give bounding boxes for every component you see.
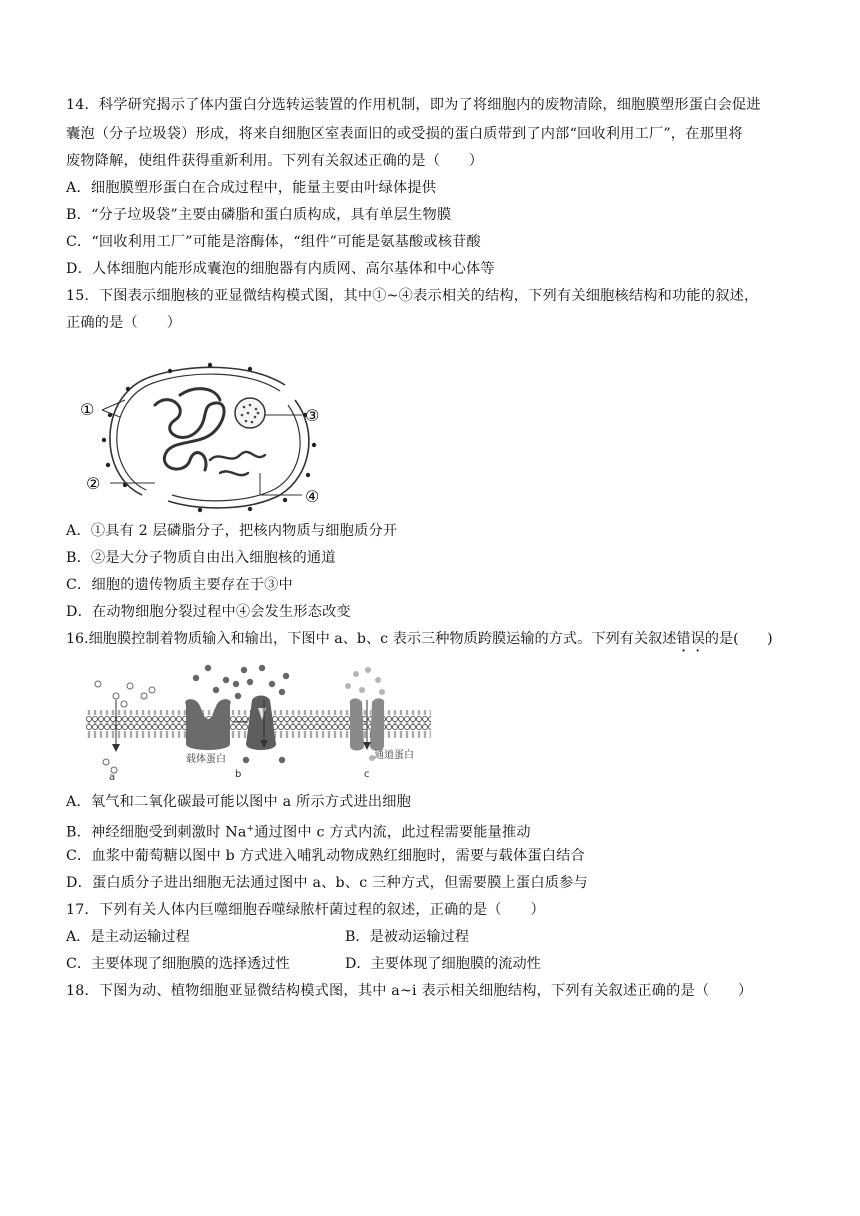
q14-option-b: B．“分子垃圾袋”主要由磷脂和蛋白质构成，具有单层生物膜 <box>66 207 452 223</box>
nucleus-diagram <box>80 355 340 515</box>
q16-stem-emphasis-2: 误 <box>690 631 705 647</box>
channel-protein-label: 通道蛋白 <box>374 750 414 761</box>
nucleus-label-2: ② <box>86 474 101 493</box>
q14-option-a: A．细胞膜塑形蛋白在合成过程中，能量主要由叶绿体提供 <box>66 180 437 196</box>
q16-option-a: A．氧气和二氧化碳最可能以图中 a 所示方式进出细胞 <box>66 794 412 810</box>
membrane-transport-diagram <box>86 660 431 785</box>
q17-stem: 17．下列有关人体内巨噬细胞吞噬绿脓杆菌过程的叙述，正确的是（ ） <box>66 902 545 918</box>
q14-option-d: D．人体细胞内能形成囊泡的细胞器有内质网、高尔基体和中心体等 <box>66 261 495 277</box>
nucleus-label-1: ① <box>80 400 95 419</box>
q15-stem-line1: 15．下图表示细胞核的亚显微结构模式图，其中①~④表示相关的结构，下列有关细胞核结构和功能的叙述， <box>66 288 759 304</box>
q18-stem: 18．下图为动、植物细胞亚显微结构模式图，其中 a~i 表示相关细胞结构，下列有关叙述正确的是（ ） <box>66 983 753 999</box>
q16-option-b <box>66 819 531 843</box>
q17-option-c: C．主要体现了细胞膜的选择透过性 <box>66 956 290 972</box>
q16-option-b-post: 通过图中 c 方式内流，此过程需要能量推动 <box>254 824 531 841</box>
q16-stem-post: 的是( ) <box>704 631 773 647</box>
mode-b-label: b <box>235 769 242 780</box>
q15-option-c: C．细胞的遗传物质主要存在于③中 <box>66 577 293 593</box>
q14-stem-line2: 囊泡（分子垃圾袋）形成，将来自细胞区室表面旧的或受损的蛋白质带到了内部“回收利用工厂”，在那里将 <box>66 126 743 142</box>
q14-stem-line3: 废物降解，使组件获得重新利用。下列有关叙述正确的是（ ） <box>66 153 484 169</box>
q17-option-a: A．是主动运输过程 <box>66 929 190 945</box>
mode-c-label: c <box>364 769 370 780</box>
q15-option-d: D．在动物细胞分裂过程中④会发生形态改变 <box>66 604 351 620</box>
nucleus-label-4: ④ <box>305 487 320 506</box>
q16-stem-emphasis-1: 错 <box>676 631 691 647</box>
q15-option-b: B．②是大分子物质自由出入细胞核的通道 <box>66 550 336 566</box>
q16-option-b-pre: B．神经细胞受到刺激时 Na <box>66 824 247 841</box>
q17-option-b: B．是被动运输过程 <box>345 929 469 945</box>
q16-stem <box>66 629 773 649</box>
q15-stem-line2: 正确的是（ ） <box>66 315 182 331</box>
q14-stem-line1: 14．科学研究揭示了体内蛋白分选转运装置的作用机制，即为了将细胞内的废物清除，细胞膜塑形蛋白会促进 <box>66 97 761 113</box>
carrier-protein-label: 载体蛋白 <box>186 754 226 765</box>
q16-stem-pre: 16.细胞膜控制着物质输入和输出，下图中 a、b、c 表示三种物质跨膜运输的方式。下列有关叙述 <box>66 631 677 647</box>
nucleus-label-3: ③ <box>305 406 320 425</box>
q15-option-a: A．①具有 2 层磷脂分子，把核内物质与细胞质分开 <box>66 523 398 539</box>
q16-option-d: D．蛋白质分子进出细胞无法通过图中 a、b、c 三种方式，但需要膜上蛋白质参与 <box>66 875 588 891</box>
mode-a-label: a <box>109 772 116 783</box>
q14-option-c: C．“回收利用工厂”可能是溶酶体，“组件”可能是氨基酸或核苷酸 <box>66 234 481 250</box>
q17-option-d: D．主要体现了细胞膜的流动性 <box>345 956 541 972</box>
q16-option-b-sup: + <box>246 824 255 834</box>
q16-option-c: C．血浆中葡萄糖以图中 b 方式进入哺乳动物成熟红细胞时，需要与载体蛋白结合 <box>66 848 585 864</box>
